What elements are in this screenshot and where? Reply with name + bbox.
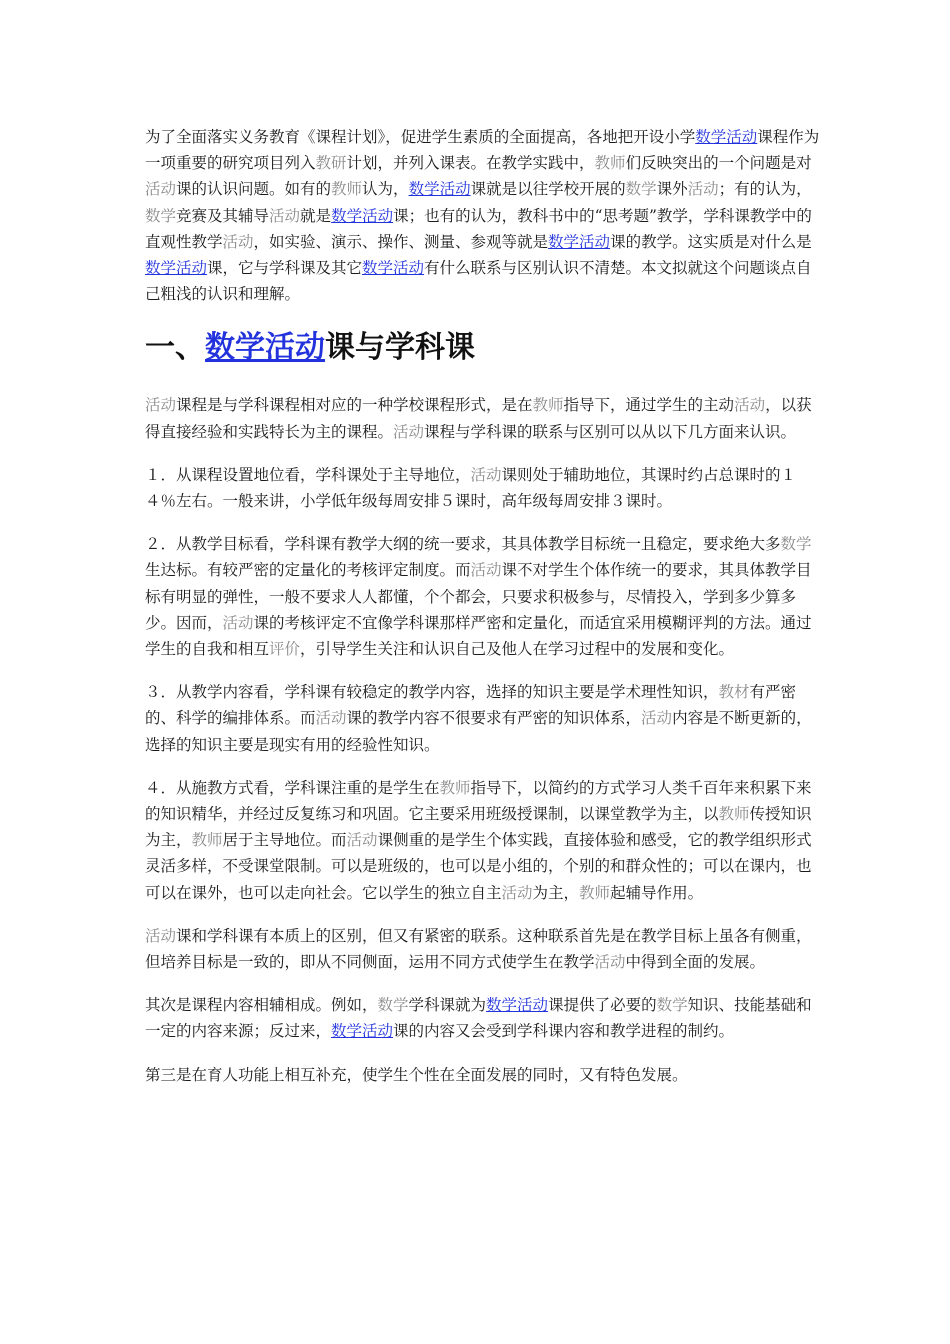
keyword: 数学	[377, 996, 409, 1015]
text: 课不对学生个体作统一的要求，其具体教学目标有明显的弹性，一般不要求人人都懂，个个都会，只要求积极参与，尽情投入，学到多少算多少。因而，	[145, 561, 812, 632]
text: 课就是以往学校开展的	[470, 180, 626, 199]
article-body	[145, 124, 825, 1088]
link-math-activity[interactable]: 数学活动	[331, 206, 394, 225]
paragraph-point-2	[145, 531, 825, 662]
text: 课的考核评定不宜像学科课那样严密和定量化，而适宜采用模糊评判的方法。通过学生的自我和相互	[145, 613, 812, 659]
text: ，如实验、演示、操作、测量、参观等就是	[253, 232, 549, 251]
text: 指导下，以简约的方式学习人类千百年来积累下来的知识精华，并经过反复练习和巩固。它主要采用班级授课制，以课堂教学为主，以	[145, 778, 812, 824]
paragraph-point-1	[145, 462, 825, 514]
text: 居于主导地位。而	[222, 831, 347, 850]
keyword: 数学	[145, 206, 177, 225]
text: 课程是与学科课程相对应的一种学校课程形式，是在	[176, 396, 533, 415]
keyword: 活动	[470, 561, 502, 580]
text: 传授知识为主，	[145, 805, 812, 850]
text: 们反映突出的一个问题是对	[625, 154, 812, 173]
link-math-activity[interactable]: 数学活动	[331, 1022, 394, 1041]
text: 课外	[656, 180, 688, 199]
keyword: 活动	[222, 232, 254, 251]
keyword: 活动	[594, 953, 626, 972]
text: 课侧重的是学生个体实践，直接体验和感受，它的教学组织形式灵活多样，不受课堂限制。可以是班级的，也可以是小组的，个别的和群众性的；可以在课内，也可以在课外，也可以走向社会。它以学生的独立自主	[145, 831, 812, 902]
text: 课和学科课有本质上的区别，但又有紧密的联系。这种联系首先是在教学目标上虽各有侧重，但培养目标是一致的，即从不同侧面，运用不同方式使学生在教学	[145, 926, 812, 972]
keyword: 教师	[331, 180, 363, 199]
keyword: 教师	[579, 883, 611, 902]
keyword: 教材	[718, 683, 750, 702]
keyword: 数学	[625, 180, 657, 199]
paragraph-point-4	[145, 775, 825, 906]
keyword: 教师	[191, 831, 223, 850]
keyword: 活动	[393, 422, 425, 441]
link-math-activity[interactable]: 数学活动	[695, 128, 758, 146]
text: ，以获得直接经验和实践特长为主的课程。	[145, 396, 812, 441]
keyword: 活动	[269, 206, 301, 225]
text: 课的教学内容不很要求有严密的知识体系，	[346, 709, 642, 728]
text: 起辅导作用。	[610, 883, 704, 902]
link-math-activity[interactable]: 数学活动	[362, 259, 425, 278]
paragraph-point-3	[145, 679, 825, 758]
keyword: 教师	[439, 778, 471, 797]
keyword: 教师	[532, 396, 564, 415]
text: 其次是课程内容相辅相成。例如，	[145, 996, 378, 1015]
text: 有什么联系与区别认识不清楚。本文拟就这个问题谈点自己粗浅的认识和理解。	[145, 259, 812, 304]
text: ３．从教学内容看，学科课有较稳定的教学内容，选择的知识主要是学术理性知识，	[145, 683, 719, 702]
keyword: 活动	[470, 465, 502, 484]
keyword: 教师	[594, 154, 626, 173]
text: 课则处于辅助地位，其课时约占总课时的１４％左右。一般来讲，小学低年级每周安排５课时，高年级每周安排３课时。	[145, 465, 797, 511]
text: 课的内容又会受到学科课内容和教学进程的制约。	[393, 1022, 735, 1041]
text: ；有的认为，	[718, 180, 812, 199]
text: ２．从教学目标看，学科课有教学大纲的统一要求，其具体教学目标统一且稳定，要求绝大多	[145, 535, 781, 554]
text: 内容是不断更新的，选择的知识主要是现实有用的经验性知识。	[145, 709, 812, 754]
paragraph-relationship	[145, 923, 825, 975]
keyword: 活动	[501, 883, 533, 902]
keyword: 数学	[656, 996, 688, 1015]
keyword: 活动	[315, 709, 347, 728]
paragraph-function-complement	[145, 1062, 825, 1088]
text: 有严密的、科学的编排体系。而	[145, 683, 797, 728]
text: 课，它与学科课及其它	[207, 259, 363, 278]
text: 为了全面落实义务教育《课程计划》，促进学生素质的全面提高，各地把开设小学	[145, 128, 696, 146]
text: ４．从施教方式看，学科课注重的是学生在	[145, 778, 440, 797]
link-math-activity[interactable]: 数学活动	[486, 996, 549, 1015]
text: 知识、技能基础和一定的内容来源；反过来，	[145, 996, 812, 1041]
keyword: 活动	[145, 180, 177, 199]
paragraph-activity-course	[145, 392, 825, 444]
link-math-activity[interactable]: 数学活动	[408, 180, 471, 199]
text: 计划，并列入课表。在教学实践中，	[346, 154, 595, 173]
keyword: 教研	[315, 154, 347, 173]
keyword: 活动	[145, 926, 177, 945]
text: 课程与学科课的联系与区别可以从以下几方面来认识。	[424, 422, 797, 441]
keyword: 活动	[145, 396, 177, 415]
text: １．从课程设置地位看，学科课处于主导地位，	[145, 465, 471, 484]
text: 课的教学。这实质是对什么是	[610, 232, 812, 251]
text: 指导下，通过学生的主动	[563, 396, 735, 415]
text: 为主，	[532, 883, 580, 902]
text: 生达标。有较严密的定量化的考核评定制度。而	[145, 561, 471, 580]
text: 第三是在育人功能上相互补充，使学生个性在全面发展的同时，又有特色发展。	[145, 1065, 688, 1084]
text: 课程作为一项重要的研究项目列入	[145, 128, 820, 173]
keyword: 活动	[687, 180, 719, 199]
keyword: 评价	[269, 640, 301, 659]
text: 竞赛及其辅导	[176, 206, 270, 225]
keyword: 教师	[718, 805, 750, 824]
heading-link-math-activity[interactable]: 数学活动	[205, 330, 325, 366]
text: 课的认识问题。如有的	[176, 180, 332, 199]
section-heading	[145, 326, 825, 370]
keyword: 活动	[222, 613, 254, 632]
text: ，引导学生关注和认识自己及他人在学习过程中的发展和变化。	[300, 640, 735, 659]
keyword: 活动	[641, 709, 673, 728]
keyword: 活动	[346, 831, 378, 850]
text: 课提供了必要的	[548, 996, 657, 1015]
text: 就是	[300, 206, 332, 225]
keyword: 数学	[780, 535, 812, 554]
paragraph-content-complement	[145, 992, 825, 1044]
heading-suffix: 课与学科课	[325, 330, 475, 366]
heading-prefix: 一、	[145, 330, 205, 366]
link-math-activity[interactable]: 数学活动	[145, 259, 208, 278]
link-math-activity[interactable]: 数学活动	[548, 232, 611, 251]
text: 认为，	[362, 180, 409, 199]
text: 学科课就为	[408, 996, 487, 1015]
keyword: 活动	[734, 396, 766, 415]
text: 课；也有的认为，教科书中的“思考题”教学，学科课教学中的直观性教学	[145, 206, 812, 251]
intro-paragraph	[145, 124, 825, 307]
text: 中得到全面的发展。	[625, 953, 766, 972]
